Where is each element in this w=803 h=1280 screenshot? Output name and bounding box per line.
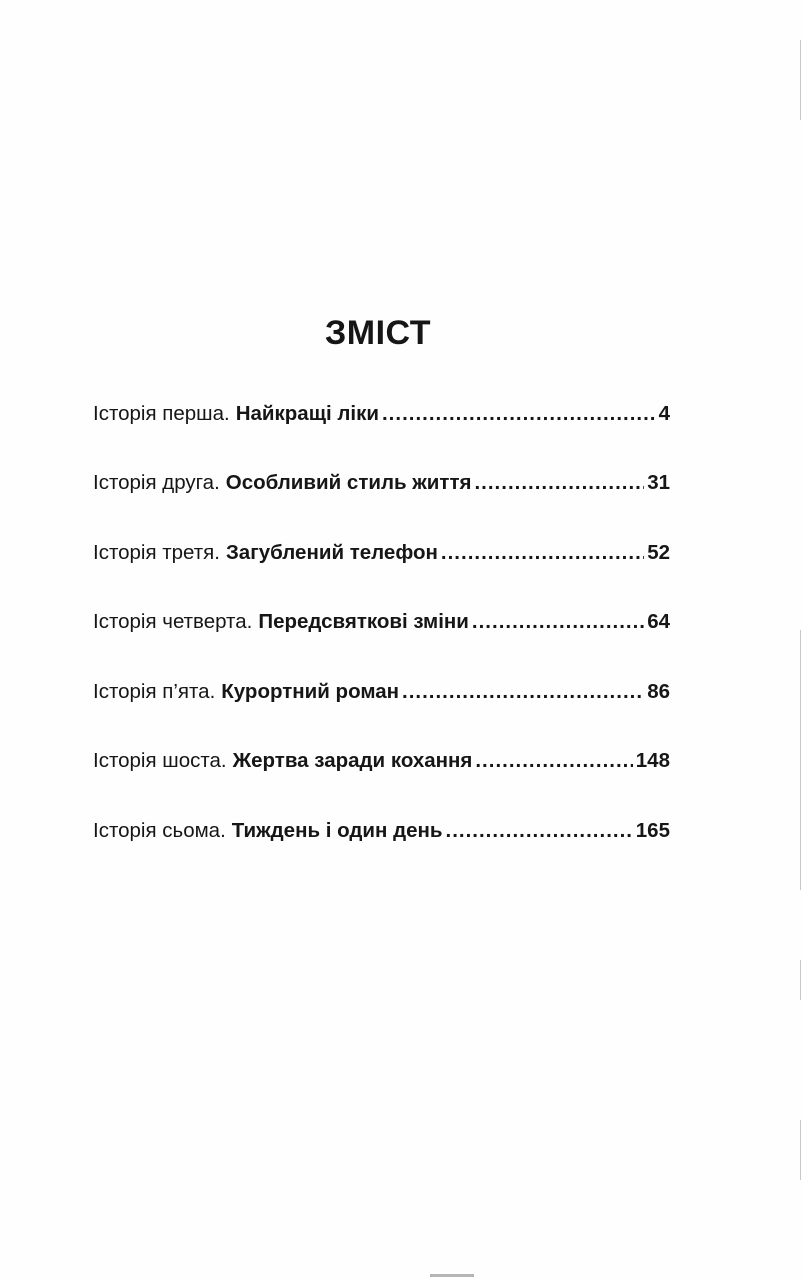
toc-entry[interactable] (93, 396, 670, 432)
page-edge-shadow (800, 630, 801, 890)
page-title: ЗМІСТ (324, 313, 432, 352)
dot-leader (382, 396, 656, 432)
dot-leader (402, 674, 644, 710)
toc-entry-title: Передсвяткові зміни (258, 610, 469, 633)
toc-entry[interactable] (93, 813, 670, 849)
toc-entry[interactable] (93, 535, 670, 571)
dot-leader (474, 465, 644, 501)
dot-leader (472, 604, 644, 640)
dot-leader (446, 813, 633, 849)
toc-entry-page-number: 86 (647, 680, 670, 703)
toc-entry-title: Жертва заради кохання (232, 749, 473, 772)
toc-entry-prefix: Історія сьома. (93, 819, 226, 842)
toc-entry-page-number: 4 (658, 402, 670, 425)
toc-entry-page-number: 31 (647, 471, 670, 494)
toc-entry-title: Найкращі ліки (235, 402, 379, 425)
page-edge-shadow (800, 960, 801, 1000)
toc-entry[interactable] (93, 743, 670, 779)
toc-entry[interactable] (93, 604, 670, 640)
toc-entry-page-number: 148 (635, 749, 670, 772)
toc-entry-title: Загублений телефон (225, 541, 438, 564)
toc-entry[interactable] (93, 465, 670, 501)
page-edge-shadow (800, 40, 801, 120)
toc-entry-prefix: Історія четверта. (93, 610, 253, 633)
dot-leader (475, 743, 632, 779)
page-edge-shadow (800, 1120, 801, 1180)
toc-entry-page-number: 165 (635, 819, 670, 842)
toc-entry-prefix: Історія друга. (93, 471, 220, 494)
toc-entry-prefix: Історія п’ята. (93, 680, 216, 703)
toc-entry-title: Курортний роман (221, 680, 399, 703)
toc-entry-title: Особливий стиль життя (225, 471, 472, 494)
toc-entry-prefix: Історія третя. (93, 541, 220, 564)
dot-leader (441, 535, 644, 571)
toc-entry-page-number: 64 (647, 610, 670, 633)
toc-entry-prefix: Історія шоста. (93, 749, 227, 772)
toc-entry-prefix: Історія перша. (93, 402, 230, 425)
toc-entry-page-number: 52 (647, 541, 670, 564)
scan-edge-mark (430, 1274, 474, 1277)
toc-entry[interactable] (93, 674, 670, 710)
toc-entry-title: Тиждень і один день (231, 819, 443, 842)
